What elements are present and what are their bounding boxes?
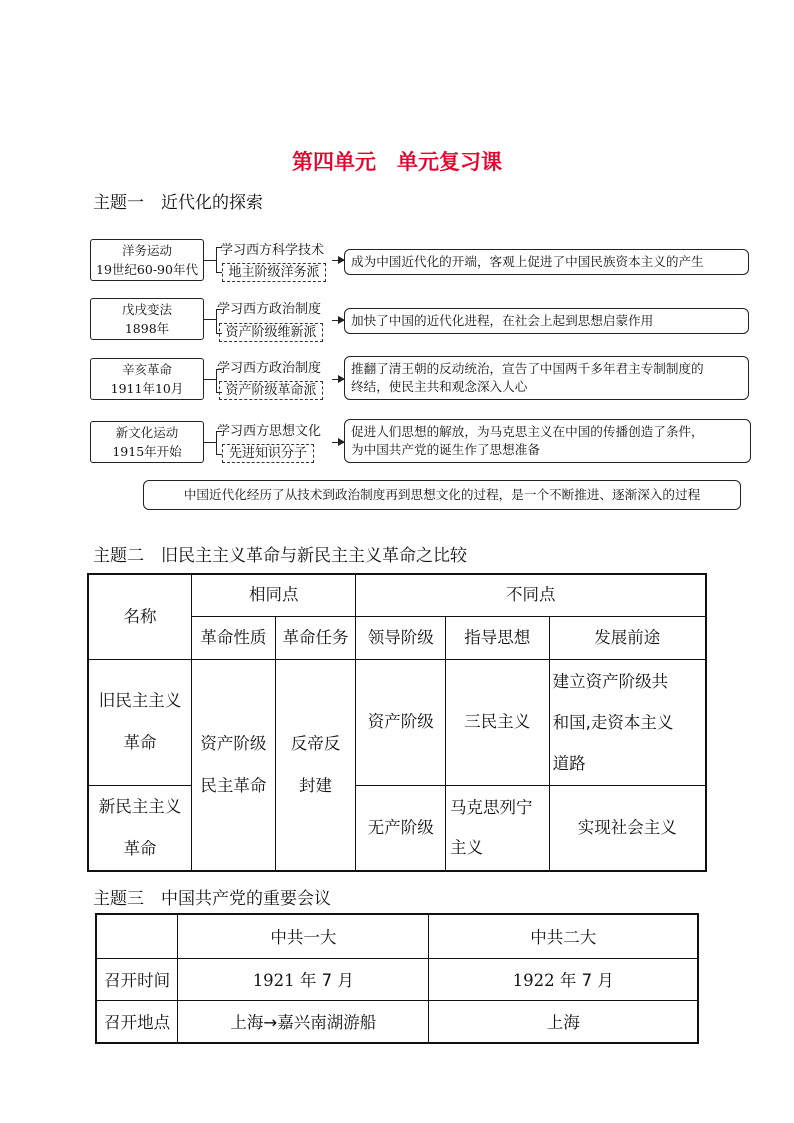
class-label: 资产阶级革命派 [219,381,323,400]
header-name: 名称 [88,574,192,659]
time-first: 1921 年 7 月 [178,958,429,1000]
new-lead: 无产阶级 [356,785,446,871]
class-label: 地主阶级洋务派 [222,263,326,282]
old-lead: 资产阶级 [356,659,446,785]
topic2-heading: 主题二 旧民主主义革命与新民主主义革命之比较 [93,546,467,566]
header-nature: 革命性质 [192,616,276,659]
old-prospect: 建立资产阶级共 和国,走资本主义 道路 [549,659,706,785]
era-box [90,239,204,281]
place-second: 上海 [429,1000,698,1043]
era-box [90,298,204,340]
era-name: 戊戌变法 [121,302,172,317]
old-name: 旧民主主义 革命 [88,659,192,785]
result-box [344,419,751,463]
result-line: 终结，使民主共和观念深入人心 [351,379,528,394]
era-name: 洋务运动 [121,243,172,258]
header-lead: 领导阶级 [356,616,446,659]
result-box [344,308,749,334]
shared-task: 反帝反 封建 [275,659,356,871]
result-line: 推翻了清王朝的反动统治，宣告了中国两千多年君主专制制度的 [351,361,704,376]
class-label: 先进知识分子 [222,444,314,463]
comparison-table [87,573,707,872]
era-date: 1915年开始 [112,444,182,459]
header-prospect: 发展前途 [549,616,706,659]
era-box [90,358,204,400]
meetings-table [95,913,699,1044]
topic1-heading: 主题一 近代化的探索 [93,193,263,213]
result-line: 促进人们思想的解放，为马克思主义在中国的传播创造了条件， [351,424,704,439]
arrow-icon [332,320,344,321]
summary-box: 中国近代化经历了从技术到政治制度再到思想文化的过程，是一个不断推进、逐渐深入的过程 [143,480,741,510]
page-title: 第四单元 单元复习课 [292,150,502,174]
new-guide: 马克思列宁 主义 [446,785,550,871]
class-label: 资产阶级维新派 [219,323,323,342]
result-line: 为中国共产党的诞生作了思想准备 [351,442,540,457]
header-diff: 不同点 [356,574,706,616]
result-line: 加快了中国的近代化进程，在社会上起到思想启蒙作用 [351,313,654,328]
era-box [90,421,204,463]
row-label-place: 召开地点 [96,1000,178,1043]
header-guide: 指导思想 [446,616,550,659]
era-date: 1911年10月 [110,381,184,396]
col-first-congress: 中共一大 [178,914,429,958]
shared-nature: 资产阶级 民主革命 [192,659,276,871]
place-first: 上海→嘉兴南湖游船 [178,1000,429,1043]
corner-cell [96,914,178,958]
result-box [344,356,749,400]
new-prospect: 实现社会主义 [549,785,706,871]
era-name: 辛亥革命 [121,362,172,377]
arrow-icon [332,260,344,261]
era-name: 新文化运动 [115,425,179,440]
learn-method: 学习西方思想文化 [217,424,322,439]
result-line: 成为中国近代化的开端，客观上促进了中国民族资本主义的产生 [351,254,704,269]
time-second: 1922 年 7 月 [429,958,698,1000]
arrow-icon [332,442,344,443]
era-date: 1898年 [124,321,170,336]
col-second-congress: 中共二大 [429,914,698,958]
old-guide: 三民主义 [446,659,550,785]
header-same: 相同点 [192,574,356,616]
header-task: 革命任务 [275,616,356,659]
learn-method: 学习西方政治制度 [217,302,322,317]
learn-method: 学习西方科学技术 [220,243,325,258]
row-label-time: 召开时间 [96,958,178,1000]
topic3-heading: 主题三 中国共产党的重要会议 [93,889,331,909]
new-name: 新民主主义 革命 [88,785,192,871]
era-date: 19世纪60-90年代 [96,262,198,277]
arrow-icon [332,379,344,380]
result-box [344,249,749,275]
learn-method: 学习西方政治制度 [217,361,322,376]
